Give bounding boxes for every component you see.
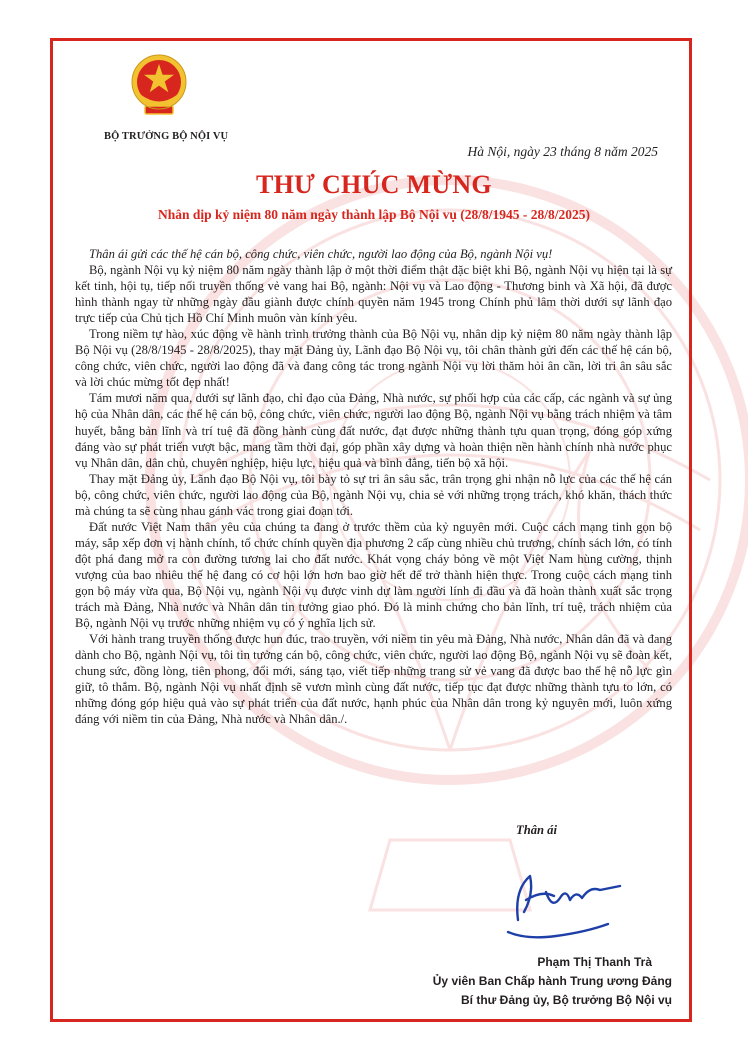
signer-name: Phạm Thị Thanh Trà <box>537 955 652 969</box>
signer-role-1: Ủy viên Ban Chấp hành Trung ương Đảng <box>432 974 672 988</box>
issuer-name: BỘ TRƯỞNG BỘ NỘI VỤ <box>104 131 229 142</box>
letter-subtitle: Nhân dịp kỷ niệm 80 năm ngày thành lập Bộ Nội vụ (28/8/1945 - 28/8/2025) <box>157 207 591 222</box>
paragraph: Bộ, ngành Nội vụ kỷ niệm 80 năm ngày thành lập ở một thời điểm thật đặc biệt khi Bộ, ngành Nội vụ hiện tại là sự kết tinh, hội tụ, tiếp nối truyền thống vẻ vang hai Bộ, ngành: Nội vụ và Lao động - Thương binh và Xã hội, đã được hình thành ngay từ những ngày đầu giành được chính quyền năm 1945 trong Chính phủ lâm thời dưới sự lãnh đạo trực tiếp của Chủ tịch Hồ Chí Minh muôn vàn kính yêu. <box>75 263 672 326</box>
letter-body <box>75 246 672 727</box>
letter-title: THƯ CHÚC MỪNG <box>256 170 492 199</box>
paragraph: Tám mươi năm qua, dưới sự lãnh đạo, chỉ đạo của Đảng, Nhà nước, sự phối hợp của các cấp, các ngành và sự ủng hộ của Nhân dân, các thế hệ cán bộ, công chức, viên chức, người lao động Bộ, ngành Nội vụ bằng trách nhiệm và tâm huyết, bằng bản lĩnh và trí tuệ đã đồng hành cùng đất nước, đạt được những thành tựu quan trọng, đóng góp xứng đáng vào sự phát triển vượt bậc, mang tầm thời đại, góp phần xây dựng và hoàn thiện nền hành chính nhà nước phục vụ Nhân dân, dân chủ, chuyên nghiệp, hiệu lực, hiệu quả và bình đẳng, tiến bộ xã hội. <box>75 391 672 470</box>
closing-salutation: Thân ái <box>516 823 557 837</box>
paragraph: Thay mặt Đảng ủy, Lãnh đạo Bộ Nội vụ, tôi bày tỏ sự tri ân sâu sắc, trân trọng ghi nhận nỗ lực của các thế hệ cán bộ, công chức, viên chức, người lao động của Bộ, ngành Nội vụ, chia sẻ với những trọng trách, khó khăn, thách thức mà chúng ta sẽ cùng nhau gánh vác trong giai đoạn tới. <box>75 471 672 518</box>
date-line: Hà Nội, ngày 23 tháng 8 năm 2025 <box>467 144 658 159</box>
handwritten-signature <box>496 860 628 944</box>
paragraph: Trong niềm tự hào, xúc động về hành trình trưởng thành của Bộ Nội vụ, nhân dịp kỷ niệm 80 năm ngày thành lập Bộ Nội vụ (28/8/1945 - 28/8/2025), thay mặt Đảng ủy, Lãnh đạo Bộ Nội vụ, tôi chân thành gửi đến các thế hệ cán bộ, công chức, viên chức, người lao động đã và đang công tác trong ngành Nội vụ lời thăm hỏi ân cần, lời tri ân sâu sắc và lời chúc mừng tốt đẹp nhất! <box>75 327 672 390</box>
signer-role-2: Bí thư Đảng ủy, Bộ trưởng Bộ Nội vụ <box>460 993 672 1007</box>
paragraph: Với hành trang truyền thống được hun đúc, trao truyền, với niềm tin yêu mà Đảng, Nhà nước, Nhân dân đã và đang dành cho Bộ, ngành Nội vụ, tôi tin tưởng cán bộ, công chức, viên chức, người lao động Bộ, ngành Nội vụ sẽ đoàn kết, chung sức, đồng lòng, tiên phong, đổi mới, sáng tạo, viết tiếp những trang sử vẻ vang đã được bao thế hệ nỗ lực gìn giữ, tô thắm. Bộ, ngành Nội vụ nhất định sẽ vươn mình cùng đất nước, tiếp tục đạt được những thành tựu to lớn, có những đóng góp hiệu quả vào sự phát triển của đất nước, hạnh phúc của Nhân dân trong kỷ nguyên mới, luôn xứng đáng với niềm tin của Đảng, Nhà nước và Nhân dân./. <box>75 632 672 727</box>
greeting: Thân ái gửi các thế hệ cán bộ, công chức, viên chức, người lao động của Bộ, ngành Nội vụ! <box>89 247 553 261</box>
national-emblem-icon <box>130 52 188 118</box>
paragraph: Đất nước Việt Nam thân yêu của chúng ta đang ở trước thềm của kỷ nguyên mới. Cuộc cách mạng tinh gọn bộ máy, sắp xếp đơn vị hành chính, tổ chức chính quyền địa phương 2 cấp cùng nhiều chủ trương, chính sách lớn, có tính đột phá đang mở ra con đường tương lai cho đất nước. Khát vọng cháy bỏng về một Việt Nam hùng cường, thịnh vượng của bao nhiêu thế hệ đang có cơ hội lớn hơn bao giờ hết để trở thành hiện thực. Trong cuộc cách mạng tinh gọn bộ máy vừa qua, Bộ Nội vụ, ngành Nội vụ được vinh dự làm người lính đi đầu và đã hoàn thành xuất sắc trọng trách mà Đảng, Nhà nước và Nhân dân tin tưởng giao phó. Đó là minh chứng cho bản lĩnh, trí tuệ, trách nhiệm của Bộ, ngành Nội vụ trước những nhiệm vụ có ý nghĩa lịch sử. <box>75 519 672 631</box>
